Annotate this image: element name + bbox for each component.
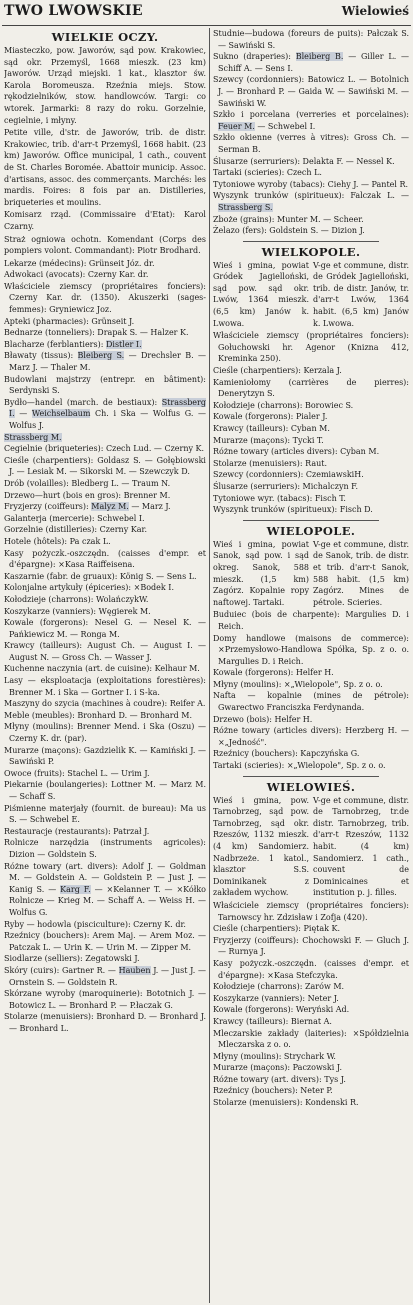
list-item: Kuchenne naczynia (art. de cuisine): Kelhaur M. <box>4 664 200 674</box>
intro-french: V-ge et commune, distr. de Tarnobrzeg, tr.de distr. Tarnobrzeg, trib. d'arr-t Rzeszów, 1132 habit. (4 km) Sandomierz. 1 cath., couvent de Dominicaines et institution p. j. filles. <box>313 795 409 898</box>
list-item: Ryby — hodowla (pisciculture): Czerny K. dr. <box>4 919 186 929</box>
list-item: Apteki (pharmacies): Grünseit J. <box>4 316 135 326</box>
list-item: Meble (meubles): Bronhard D. — Bronhard M. <box>4 710 193 720</box>
list-item: Sukno (draperies): Bleiberg B. — Giller L. — Schiff A. — Sens I. <box>213 52 409 73</box>
right-sections <box>213 241 409 1109</box>
list-item: Galanterja (mercerie): Schwebel I. <box>4 513 145 523</box>
list-item: Hotele (hôtels): Pa czak L. <box>4 536 111 546</box>
list-item: Szewcy (cordonniers): Batowicz L. — Botolnich J. — Bronhard P. — Gaida W. — Sawiński M. — Sawiński W. <box>213 75 409 108</box>
list-item: Ślusarze (serruriers): Delakta F. — Nessel K. <box>213 156 395 166</box>
list-item: Nafta — kopalnie (mines de pétrole): Gwarectwo Franciszka Ferdynanda. <box>213 691 409 713</box>
list-item: Adwokaci (avocats): Czerny Kar. dr. <box>4 270 149 280</box>
list-item: Właściciele ziemscy (propriétaires fonciers): Czerny Kar. dr. (1350). Akuszerki (sages-femmes): Gryniewicz Joz. <box>4 281 206 315</box>
list-item: Skórzane wyroby (maroquinerie): Bototnich J. — Botowicz L. — Bronhard P. — P.łaczak G. <box>4 989 206 1010</box>
list-item: Kaszarnie (fabr. de gruaux): König S. — Sens L. <box>4 571 197 581</box>
highlighted-name: Karg F. <box>60 884 91 894</box>
page-header <box>4 3 409 25</box>
bilingual-intro <box>213 539 409 610</box>
list-item: Tytoniowe wyr. (tabacs): Fisch T. <box>213 493 346 503</box>
list-item: Koszykarze (vanniers): Węgierek M. <box>4 606 151 616</box>
intro-french: V-ge et commune, distr. de Gródek Jagielloński, trib. de distr. Janów, tr. d'arr-t Lwów, 1364 habit. (6,5 km) Janów k. Lwowa. <box>313 260 409 328</box>
highlighted-name: Strassberg S. <box>218 202 273 212</box>
list-item: Cieśle (charpentiers): Goldasz S. — Gołębiowski J. — Lesiak M. — Sikorski M. — Szewczyk D. <box>4 455 206 477</box>
section-title: WIELOWIEŚ. <box>266 779 356 794</box>
list-item: Właściciele ziemscy (propriétaires fonciers): Gołuchowski hr. Agenor (Knizna 412, Kreminka 250). <box>213 331 409 364</box>
left-entries-list <box>4 258 206 1035</box>
list-item: Koszykarze (vanniers): Neter J. <box>213 993 339 1003</box>
intro-polish: Wieś i gmina, powiat Gródek Jagielloński, sąd pow. sąd okr. Lwów, 1364 mieszk. (6,5 km) Janów k. Lwowa. <box>213 260 309 328</box>
left-column <box>4 28 206 1303</box>
right-column <box>213 28 409 1303</box>
list-item: Kołodzieje (charrons): Borowiec S. <box>213 400 354 410</box>
highlighted-name: Bleiberg B. <box>295 52 344 62</box>
header-left-title: TWO LWOWSKIE <box>4 3 143 19</box>
list-item: Stolarze (menuisiers): Bronhard D. — Bronhard J. — Bronhard L. <box>4 1012 206 1033</box>
highlighted-name: Distler I. <box>105 339 142 349</box>
list-item: Krawcy (tailleurs): Cyban M. <box>213 424 330 433</box>
list-item: Domy handlowe (maisons de commerce): ×Przemysłowo-Handlowa Spółka, Sp. z o. o. Margulies D. i Reich. <box>213 633 409 666</box>
section-separator <box>243 520 379 521</box>
list-item: Restauracje (restaurants): Patrzał J. <box>4 826 150 836</box>
bilingual-intro <box>213 795 409 900</box>
highlighted-name: Bleiberg S. <box>77 351 125 361</box>
list-item: Cieśle (charpentiers): Piętak K. <box>213 924 341 934</box>
section-separator <box>243 776 379 777</box>
list-item: Kamieniołomy (carrières de pierres): Denerytzyn S. <box>213 377 409 399</box>
list-item: Młyny (moulins): Brenner Mend. i Ska (Oszu) — Czerny K. dr. (par). <box>4 722 206 744</box>
list-item: Szewcy (cordonniers): CzemiawskiH. <box>213 470 364 480</box>
list-item: Rolnicze narzędzia (instruments agricoles): Dizion — Goldstein S. <box>4 838 206 859</box>
list-item: Kasy pożyczk.-oszczędn. (caisses d'empr. et d'épargne): ×Kasa Stefczyka. <box>213 958 409 980</box>
column-divider <box>209 28 210 1303</box>
list-item: Rzeźnicy (bouchers): Arem Maj. — Arem Moz. — Patczak L. — Urin K. — Urin M. — Zipper M. <box>4 931 206 952</box>
highlighted-name: Feuer M. <box>218 121 255 131</box>
list-item: Studnie—budowa (foreurs de puits): Pałczak S. — Sawiński S. <box>213 29 409 50</box>
list-item: Kowale (forgerons): Helfer H. <box>213 668 334 678</box>
list-item: Buduiec (bois de charpente): Margulies D. i Reich. <box>213 610 409 631</box>
list-item: Cieśle (charpentiers): Kerzala J. <box>213 366 342 376</box>
list-item: Rzeźnicy (bouchers): Neter P. <box>213 1086 333 1096</box>
intro-polish: Wieś i gmina, pow. Tarnobrzeg, sąd pow. Tarnobrzeg, sąd okr. Rzeszów, 1132 mieszk. (4 km) Sandomierz. Nadbrzeże. 1 katol., klasztor S.S. Dominikanek z zakładem wychow. <box>213 795 309 898</box>
list-item: Kowale (forgerons): Pialer J. <box>213 412 328 422</box>
intro-french: V-ge et commune, distr. de Sanok, trib. de distr. et trib. d'arr-t Sanok, 588 habit. (1,5 km) Zagórz. Mines de pétrole. Scieries. <box>313 539 409 607</box>
list-item: Murarze (maçons): Gazdzielik K. — Kamiński J. — Sawiński P. <box>4 745 206 767</box>
list-item: Cegielnie (briqueteries): Czech Lud. — Czerny K. <box>4 444 205 454</box>
intro-polish: Wieś i gmina, powiat Sanok, sąd pow. i sąd okreg. Sanok, 588 mieszk. (1,5 km) Zagórz. Kopalnie ropy naftowej. Tartaki. <box>213 539 309 607</box>
list-item: Różne towary (articles divers): Cyban M. <box>213 447 380 457</box>
list-item <box>4 432 206 444</box>
intro-paragraph: Miasteczko, pow. Jaworów, sąd pow. Krakowiec, sąd okr. Przemyśl, 1668 mieszk. (23 km) Jaworów. Urząd miejski. 1 kat., klasztor św. Karola Boromeusza. Rzeźnia miejs. Stow. rękodzielników, stow. handlowców. Targi: co wtorek. Jarmarki: 8 razy do roku. Gorzelnie, cegielnie, i młyny. <box>4 46 206 125</box>
list-item: Właściciele ziemscy (propriétaires fonciers): Tarnowscy hr. Zdzisław i Zofja (420). <box>213 900 409 922</box>
highlighted-name: Strassberg I. <box>9 397 206 419</box>
list-item: Siodlarze (selliers): Zegatowski J. <box>4 954 140 964</box>
list-item: Bławaty (tissus): Bleiberg S. — Drechsler B. — Marz J. — Thaler M. <box>4 351 206 373</box>
list-item: Młyny (moulins): Strychark W. <box>213 1051 336 1061</box>
list-item: Tytoniowe wyroby (tabacs): Ciehy J. — Pantel R. <box>213 179 409 189</box>
bilingual-intro <box>213 260 409 331</box>
list-item: Kołodzieje (charrons): WolańczykW. <box>4 594 149 604</box>
list-item: Kołodzieje (charrons): Zarów M. <box>213 982 345 992</box>
list-item: Tartaki (scieries): Czech L. <box>213 168 322 178</box>
list-item: Tartaki (scieries): ×„Wielopole", Sp. z o. o. <box>213 761 386 771</box>
intro-paragraph: Komisarz rząd. (Commissaire d'Etat): Karol Czarny. <box>4 210 206 231</box>
section-title: WIELKOPOLE. <box>261 244 361 259</box>
list-item: Fryzjerzy (coiffeurs): Chochowski F. — Gluch J. — Rurnya J. <box>213 935 409 957</box>
highlighted-name: Strassberg M. <box>4 432 62 442</box>
list-item: Różne towary (art. divers): Adolf J. — Goldman M. — Goldstein A. — Goldstein P. — Just J. — Kanig S. — Karg F. — ×Kelanner T. — ×Kółko Rolnicze — Krieg M. — Schaff A. — Weiss H. — Wolfus G. <box>4 861 206 917</box>
section-title-wielkie-oczy: WIELKIE OCZY. <box>51 30 159 44</box>
list-item: Szkło okienne (verres à vitres): Gross Ch. — Serman B. <box>213 133 409 154</box>
list-item: Lekarze (médecins): Grünseit Józ. dr. <box>4 258 155 268</box>
list-item: Piśmienne materjały (fournit. de bureau): Ma us S. — Schwebel E. <box>4 803 206 825</box>
list-item: Drób (volailles): Bledberg L. — Traum N. <box>4 478 171 488</box>
list-item: Owoce (fruits): Stachel L. — Urim J. <box>4 768 150 778</box>
header-right-title: Wielowieś <box>341 4 409 18</box>
highlighted-name: Hauben <box>118 965 151 975</box>
highlighted-name: Weichselbaum <box>31 409 91 419</box>
list-item: Różne towary (articles divers): Herzberg H. — ×„Jedność". <box>213 726 409 747</box>
list-item: Bednarze (tonneliers): Drapak S. — Halzer K. <box>4 328 189 338</box>
list-item: Stolarze (menuisiers): Raut. <box>213 458 328 468</box>
list-item: Rzeźnicy (bouchers): Kapczyńska G. <box>213 749 360 759</box>
list-item: Drzewo (bois): Helfer H. <box>213 714 313 724</box>
list-item: Kowale (forgerons): Weryński Ad. <box>213 1005 350 1015</box>
list-item: Lasy — eksploatacja (exploitations forestières): Brenner M. i Ska — Gortner I. i S-ka. <box>4 676 206 697</box>
list-item: Piekarnie (boulangeries): Lottner M. — Marz M. — Schaff S. <box>4 780 206 801</box>
highlighted-name: Malyz M. <box>91 502 129 512</box>
section-separator <box>243 241 379 242</box>
list-item: Bydło—handel (march. de bestiaux): Strassberg I. — Weichselbaum Ch. i Ska — Wolfus G. — Wolfus J. <box>4 397 206 430</box>
list-item: Zboże (grains): Munter M. — Scheer. <box>213 214 364 224</box>
list-item: Szkło i porcelana (verreries et porcelaines): Feuer M. — Schwebel I. <box>213 110 409 131</box>
list-item: Stolarze (menuisiers): Kondenski R. <box>213 1098 359 1108</box>
section-title: WIELOPOLE. <box>266 523 356 538</box>
list-item: Murarze (maçons): Tycki T. <box>213 435 324 445</box>
list-item: Krawcy (tailleurs): Biernat A. <box>213 1016 332 1026</box>
list-item: Krawcy (tailleurs): August Ch. — August I. — August N. — Gross Ch. — Wasser J. <box>4 641 206 662</box>
list-item: Młyny (moulins): ×„Wielopole", Sp. z o. o. <box>213 679 383 689</box>
intro-paragraph: Straż ogniowa ochotn. Komendant (Corps des pompiers volont. Commandant): Piotr Brodhard. <box>4 234 206 256</box>
list-item: Gorzelnie (distilleries): Czerny Kar. <box>4 525 147 535</box>
list-item: Kasy pożyczk.-oszczędn. (caisses d'empr. et d'épargne): ×Kasa Raiffeisena. <box>4 548 206 570</box>
list-item: Drzewo—hurt (bois en gros): Brenner M. <box>4 490 171 500</box>
list-item: Wyszynk trunków (spiritueux): Falczak L. — Strassberg S. <box>213 191 409 212</box>
list-item: Kowale (forgerons): Nesel G. — Nesel K. — Pańkiewicz M. — Ronga M. <box>4 618 206 639</box>
header-rule <box>2 25 411 26</box>
list-item: Ślusarze (serruriers): Michalczyn F. <box>213 481 359 491</box>
list-item: Blacharze (ferblantiers): Distler I. <box>4 339 142 349</box>
list-item: Budowlani majstrzy (entrepr. en bâtiment): Serdynski S. <box>4 374 206 396</box>
list-item: Maszyny do szycia (machines à coudre): Reifer A. <box>4 699 206 709</box>
list-item: Żelazo (fers): Goldstein S. — Dizion J. <box>213 226 365 236</box>
list-item: Fryzjerzy (coiffeurs): Malyz M. — Marz J. <box>4 502 171 512</box>
list-item: Kolonjalne artykuły (épiceries): ×Bodek I. <box>4 583 175 593</box>
right-top-entries <box>213 28 409 237</box>
list-item: Mleczarskie zakłady (laiteries): ×Spółdzielnia Mleczarska z o. o. <box>213 1028 409 1050</box>
list-item: Różne towary (art. divers): Tys J. <box>213 1074 346 1084</box>
left-intro-block <box>4 45 206 257</box>
intro-paragraph: Petite ville, d'str. de Jaworów, trib. de distr. Krakowiec, trib. d'arr-t Przemyśl, 1668 habit. (23 km) Jaworów. Office municipal, 1 cath., couvent de St. Charles Boromée. Abattoir municip. Assoc. d'artisans, assoc. des commerçants. Marchés: les mardis. Foires: 8 fois par an. Distilleries, briqueteries et moulins. <box>4 128 206 207</box>
list-item: Skóry (cuirs): Gartner R. — Hauben J. — Just J. — Ornstein S. — Goldstein R. <box>4 965 206 987</box>
list-item: Wyszynk trunków (spiritueux): Fisch D. <box>213 505 373 515</box>
list-item: Murarze (maçons): Paczowski J. <box>213 1063 342 1073</box>
